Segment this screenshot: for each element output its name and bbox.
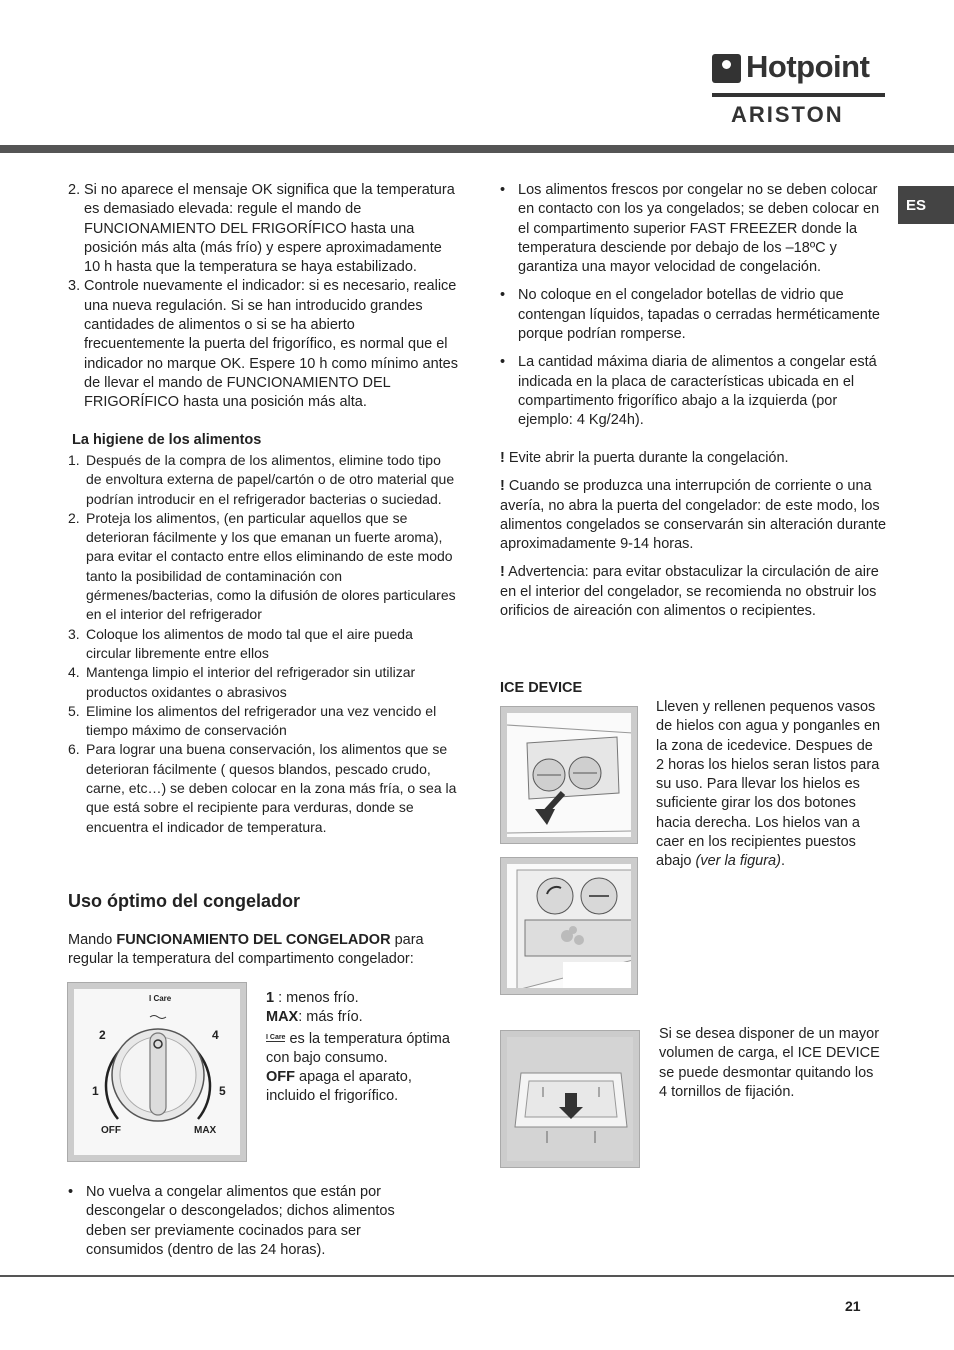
ice-tray-illustration [507, 713, 631, 837]
dial-legend: 1 : menos frío. MAX: más frío. $^{I Care}$ es la temperatura óptima con bajo consumo. OFF apaga el aparato, incluido el frigorífico. [266, 990, 450, 1105]
list-item: 3. Controle nuevamente el indicador: si es necesario, realice una nueva regulación. Si se han introducido grandes cantidades de alimentos o si se ha abierto frecuentemente la puerta del frigorífico, es normal que el indicador no marque OK. Espere 10 h como mínimo antes de llevar el mando de FUNCIONAMIENTO DEL FRIGORÍFICO hasta una posición más alta. [68, 278, 458, 411]
warning-item: ! Advertencia: para evitar obstaculizar la circulación de aire en el interior del congelador, se recomienda no obstruir los orificios de aireación con alimentos o recipientes. [500, 564, 879, 620]
ice-device-title: ICE DEVICE [500, 680, 583, 696]
list-item: 3. Coloque los alimentos de modo tal que el aire pueda circular libremente entre ellos [68, 625, 413, 661]
ice-figure-1 [500, 706, 638, 844]
dial-label-2: 2 [99, 1028, 106, 1042]
freezer-dial-figure [67, 982, 247, 1162]
bullet-item: • No vuelva a congelar alimentos que están por descongelar o descongelados; dichos alimentos deben ser previamente cocinados para ser consumidos (dentro de las 24 horas). [68, 1184, 395, 1258]
dial-label-1: 1 [92, 1084, 99, 1098]
logo-rule [712, 93, 885, 97]
warnings [500, 449, 890, 621]
ice-knobs-illustration [507, 864, 631, 988]
intro-list [68, 181, 458, 413]
bullet-item: • Los alimentos frescos por congelar no se deben colocar en contacto con los ya congelados; se deben colocar en el compartimento superior FAST FREEZER donde la temperatura desciende por debajo de los –18ºC y garantiza una mayor velocidad de congelación. [500, 182, 880, 276]
brand-sub: ARISTON [731, 102, 844, 127]
list-item: 2. Proteja los alimentos, (en particular aquellos que se deterioran fácilmente y los que emanan un fuerte aroma), para evitar el contacto entre ellos eliminando de este modo tanto la posibilidad de contaminación con gérmenes/bacterias, como la difusión de olores particulares en el interior del refrigerador [68, 509, 456, 623]
right-bullets [500, 181, 890, 431]
list-item: 2. Si no aparece el mensaje OK significa que la temperatura es demasiado elevada: regule el mando de FUNCIONAMIENTO DEL FRIGORÍFICO hasta una posición más alta (más frío) y espere aproximadamente 10 h hasta que la temperatura se haya estabilizado. [68, 182, 455, 276]
ice-figure-2 [500, 857, 638, 995]
list-item: 6. Para lograr una buena conservación, los alimentos que se deterioran fácilmente ( quesos blandos, pescado crudo, carne, etc…) se deben colocar en la zona más fría, o sea la que está sobre el recipiente para verduras, donde se encuentra el indicador de temperatura. [68, 741, 457, 835]
ice-device-removal-illustration [507, 1037, 633, 1161]
list-item: 5. Elimine los alimentos del refrigerador una vez vencido el tiempo máximo de conservación [68, 702, 437, 739]
page-number: 21 [845, 1298, 861, 1314]
list-item: 4. Mantenga limpio el interior del refrigerador sin utilizar productos oxidantes o abrasivos [68, 664, 416, 700]
hygiene-title: La higiene de los alimentos [72, 432, 262, 448]
bullet-item: • No coloque en el congelador botellas de vidrio que contengan líquidos, tapadas o cerradas herméticamente porque podrían romperse. [500, 287, 880, 343]
icare-icon: I Care [266, 1033, 286, 1041]
dial-label-icare: I Care [149, 994, 172, 1003]
left-bottom-bullet [68, 1183, 438, 1260]
bullet-item: • La cantidad máxima diaria de alimentos a congelar está indicada en la placa de características ubicada en el compartimento frigorífico abajo a la izquierda (por ejemplo: 4 Kg/24h). [500, 354, 877, 429]
warning-item: ! Evite abrir la puerta durante la congelación. [500, 450, 789, 466]
warning-item: ! Cuando se produzca una interrupción de corriente o una avería, no abra la puerta del congelador: de este modo, los alimentos congelados se conservarán sin alteración durante aproximadamente 9-14 horas. [500, 478, 887, 553]
brand-logo [712, 49, 887, 127]
brand-name: Hotpoint [746, 49, 870, 84]
hygiene-list [68, 451, 460, 837]
ice-figure-3 [500, 1030, 640, 1168]
mando-paragraph: Mando FUNCIONAMIENTO DEL CONGELADOR para regular la temperatura del compartimento congelador: [68, 932, 424, 968]
footer-rule [0, 1275, 954, 1277]
freezer-heading: Uso óptimo del congelador [68, 891, 301, 911]
dial-label-5: 5 [219, 1084, 226, 1098]
dial-label-4: 4 [212, 1028, 219, 1042]
logo-mark-icon [712, 54, 741, 83]
ice-device-text: Lleven y rellenen pequenos vasos de hielos con agua y ponganles en la zona de icedevice. Despues de 2 horas los hielos seran listos para su uso. Para llevar los hielos es suficiente girar los dos botones hacia derecha. Los hielos van a caer en los recipientes puestos abajo (ver la figura). [656, 699, 881, 870]
language-tab: ES [898, 186, 954, 224]
list-item: 1. Después de la compra de los alimentos, elimine todo tipo de envoltura externa de papel/cartón o de otro material que podrían introducir en el refrigerador bacterias o suciedad. [68, 452, 455, 507]
ice-device-removal-text: Si se desea disponer de un mayor volumen de carga, el ICE DEVICE se puede desmontar quitando los 4 tornillos de fijación. [659, 1026, 880, 1100]
header-bar [0, 145, 954, 153]
dial-label-off: OFF [101, 1125, 121, 1136]
dial-label-max: MAX [194, 1125, 217, 1136]
